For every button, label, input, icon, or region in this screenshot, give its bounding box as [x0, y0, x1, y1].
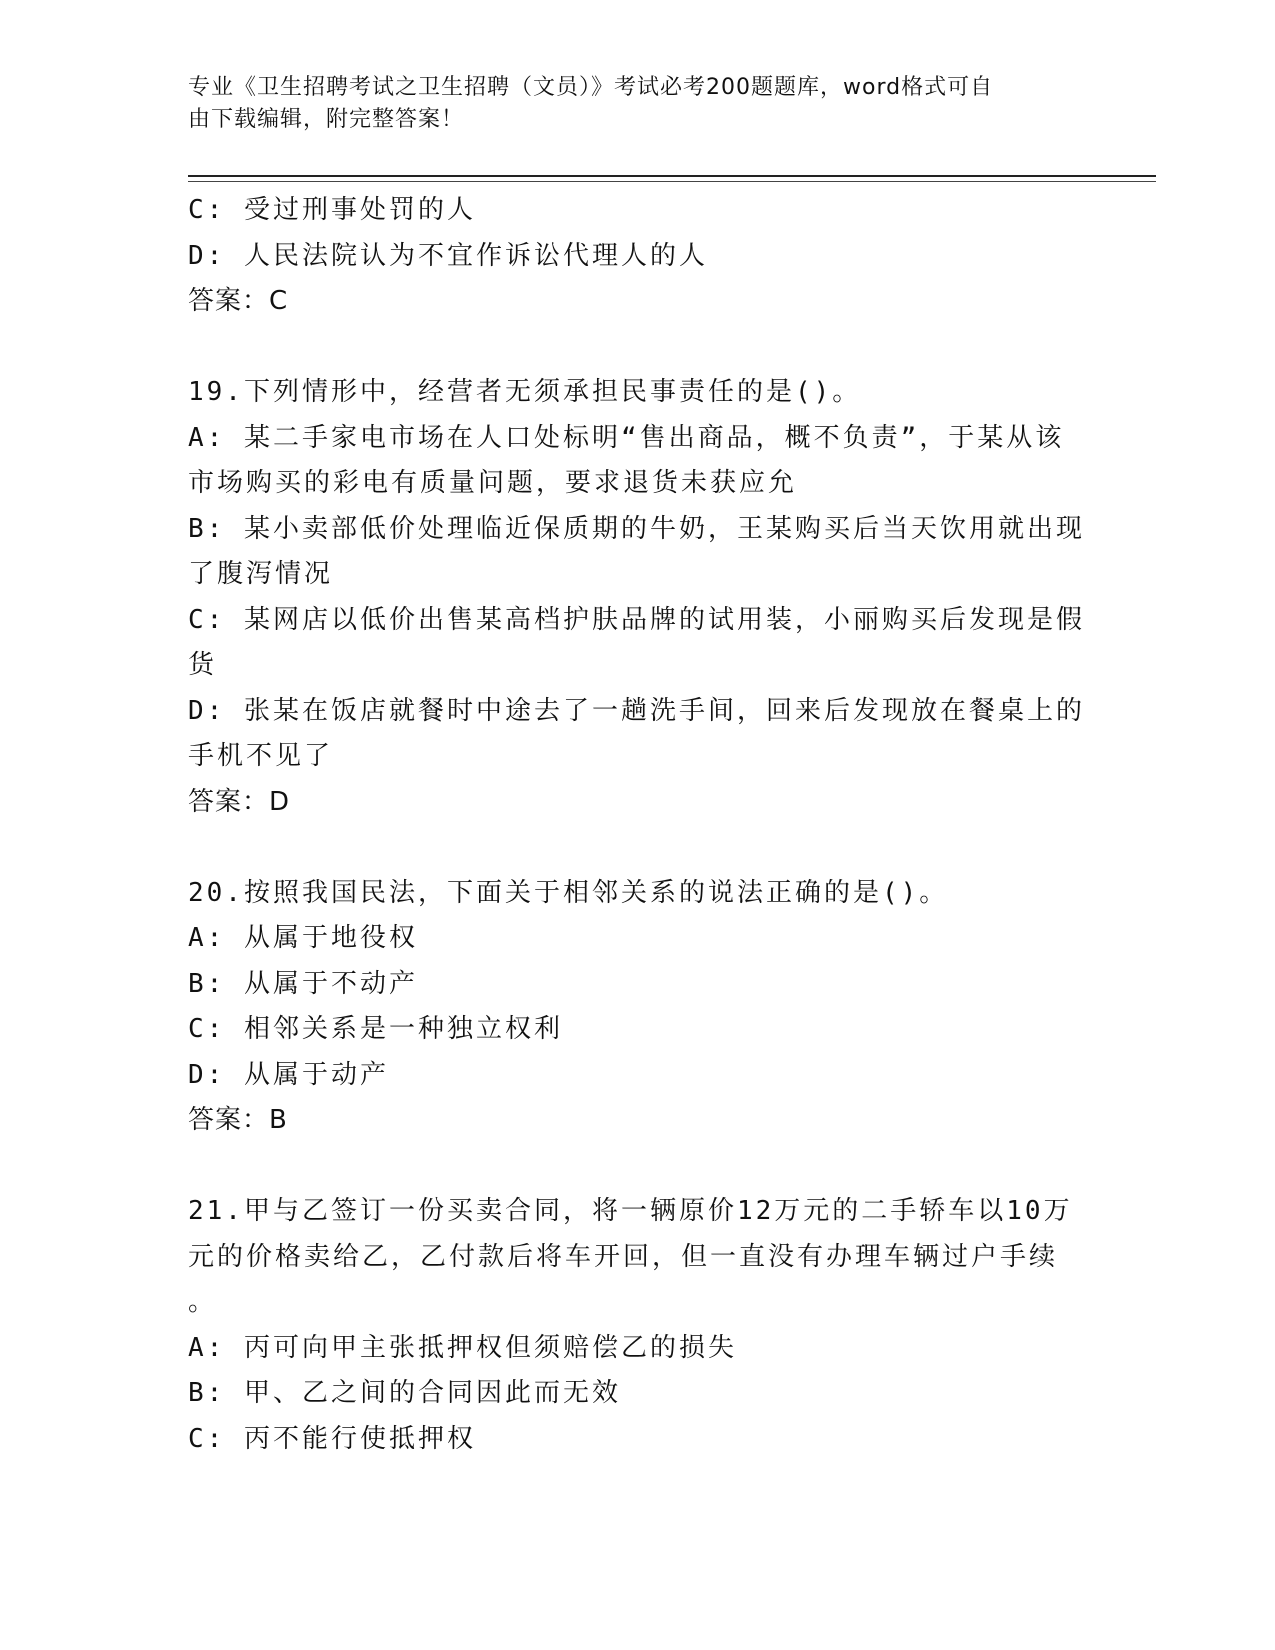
q20-option-a: A: 从属于地役权 — [188, 923, 418, 953]
question-21 — [188, 1189, 1088, 1462]
q20-answer: 答案：B — [188, 1105, 288, 1135]
q19-option-c-line-1: C: 某网店以低价出售某高档护肤品牌的试用装，小丽购买后发现是假 — [188, 604, 1085, 635]
q21-option-b: B: 甲、乙之间的合同因此而无效 — [188, 1378, 621, 1408]
q21-stem-line-3: 。 — [188, 1287, 218, 1317]
q19-option-d-line-1: D: 张某在饭店就餐时中途去了一趟洗手间，回来后发现放在餐桌上的 — [188, 695, 1085, 726]
q18-option-c: C: 受过刑事处罚的人 — [188, 195, 476, 225]
q21-option-a: A: 丙可向甲主张抵押权但须赔偿乙的损失 — [188, 1332, 737, 1363]
question-19 — [188, 370, 1088, 825]
question-18 — [188, 188, 1088, 325]
q19-option-c-line-2: 货 — [188, 650, 218, 680]
header-divider-thick — [188, 175, 1156, 177]
q20-option-c: C: 相邻关系是一种独立权利 — [188, 1014, 563, 1044]
spacer — [188, 325, 1088, 371]
spacer — [188, 1144, 1088, 1190]
q19-option-a-line-1: A: 某二手家电市场在人口处标明“售出商品，概不负责”，于某从该 — [188, 422, 1065, 453]
q19-option-a-line-2: 市场购买的彩电有质量问题，要求退货未获应允 — [188, 468, 798, 498]
q19-stem: 19.下列情形中，经营者无须承担民事责任的是()。 — [188, 377, 862, 407]
question-20 — [188, 871, 1088, 1144]
document-body — [188, 188, 1088, 1462]
q21-option-c: C: 丙不能行使抵押权 — [188, 1423, 476, 1454]
q18-answer: 答案：C — [188, 286, 289, 316]
header-divider-thin — [188, 181, 1156, 182]
header-line-2: 由下载编辑，附完整答案！ — [188, 107, 465, 132]
q19-answer: 答案：D — [188, 786, 291, 817]
page-header — [188, 72, 1088, 136]
q20-option-d: D: 从属于动产 — [188, 1059, 389, 1090]
q19-option-d-line-2: 手机不见了 — [188, 741, 334, 771]
q19-option-b-line-1: B: 某小卖部低价处理临近保质期的牛奶，王某购买后当天饮用就出现 — [188, 513, 1085, 544]
q21-stem-line-2: 元的价格卖给乙，乙付款后将车开回，但一直没有办理车辆过户手续 — [188, 1241, 1059, 1272]
q19-option-b-line-2: 了腹泻情况 — [188, 559, 334, 589]
q20-option-b: B: 从属于不动产 — [188, 968, 418, 999]
header-line-1: 专业《卫生招聘考试之卫生招聘（文员）》考试必考200题题库，word格式可自 — [188, 75, 994, 100]
spacer — [188, 825, 1088, 871]
q20-stem: 20.按照我国民法，下面关于相邻关系的说法正确的是()。 — [188, 877, 949, 908]
q21-stem-line-1: 21.甲与乙签订一份买卖合同，将一辆原价12万元的二手轿车以10万 — [188, 1196, 1073, 1226]
q18-option-d: D: 人民法院认为不宜作诉讼代理人的人 — [188, 240, 708, 271]
